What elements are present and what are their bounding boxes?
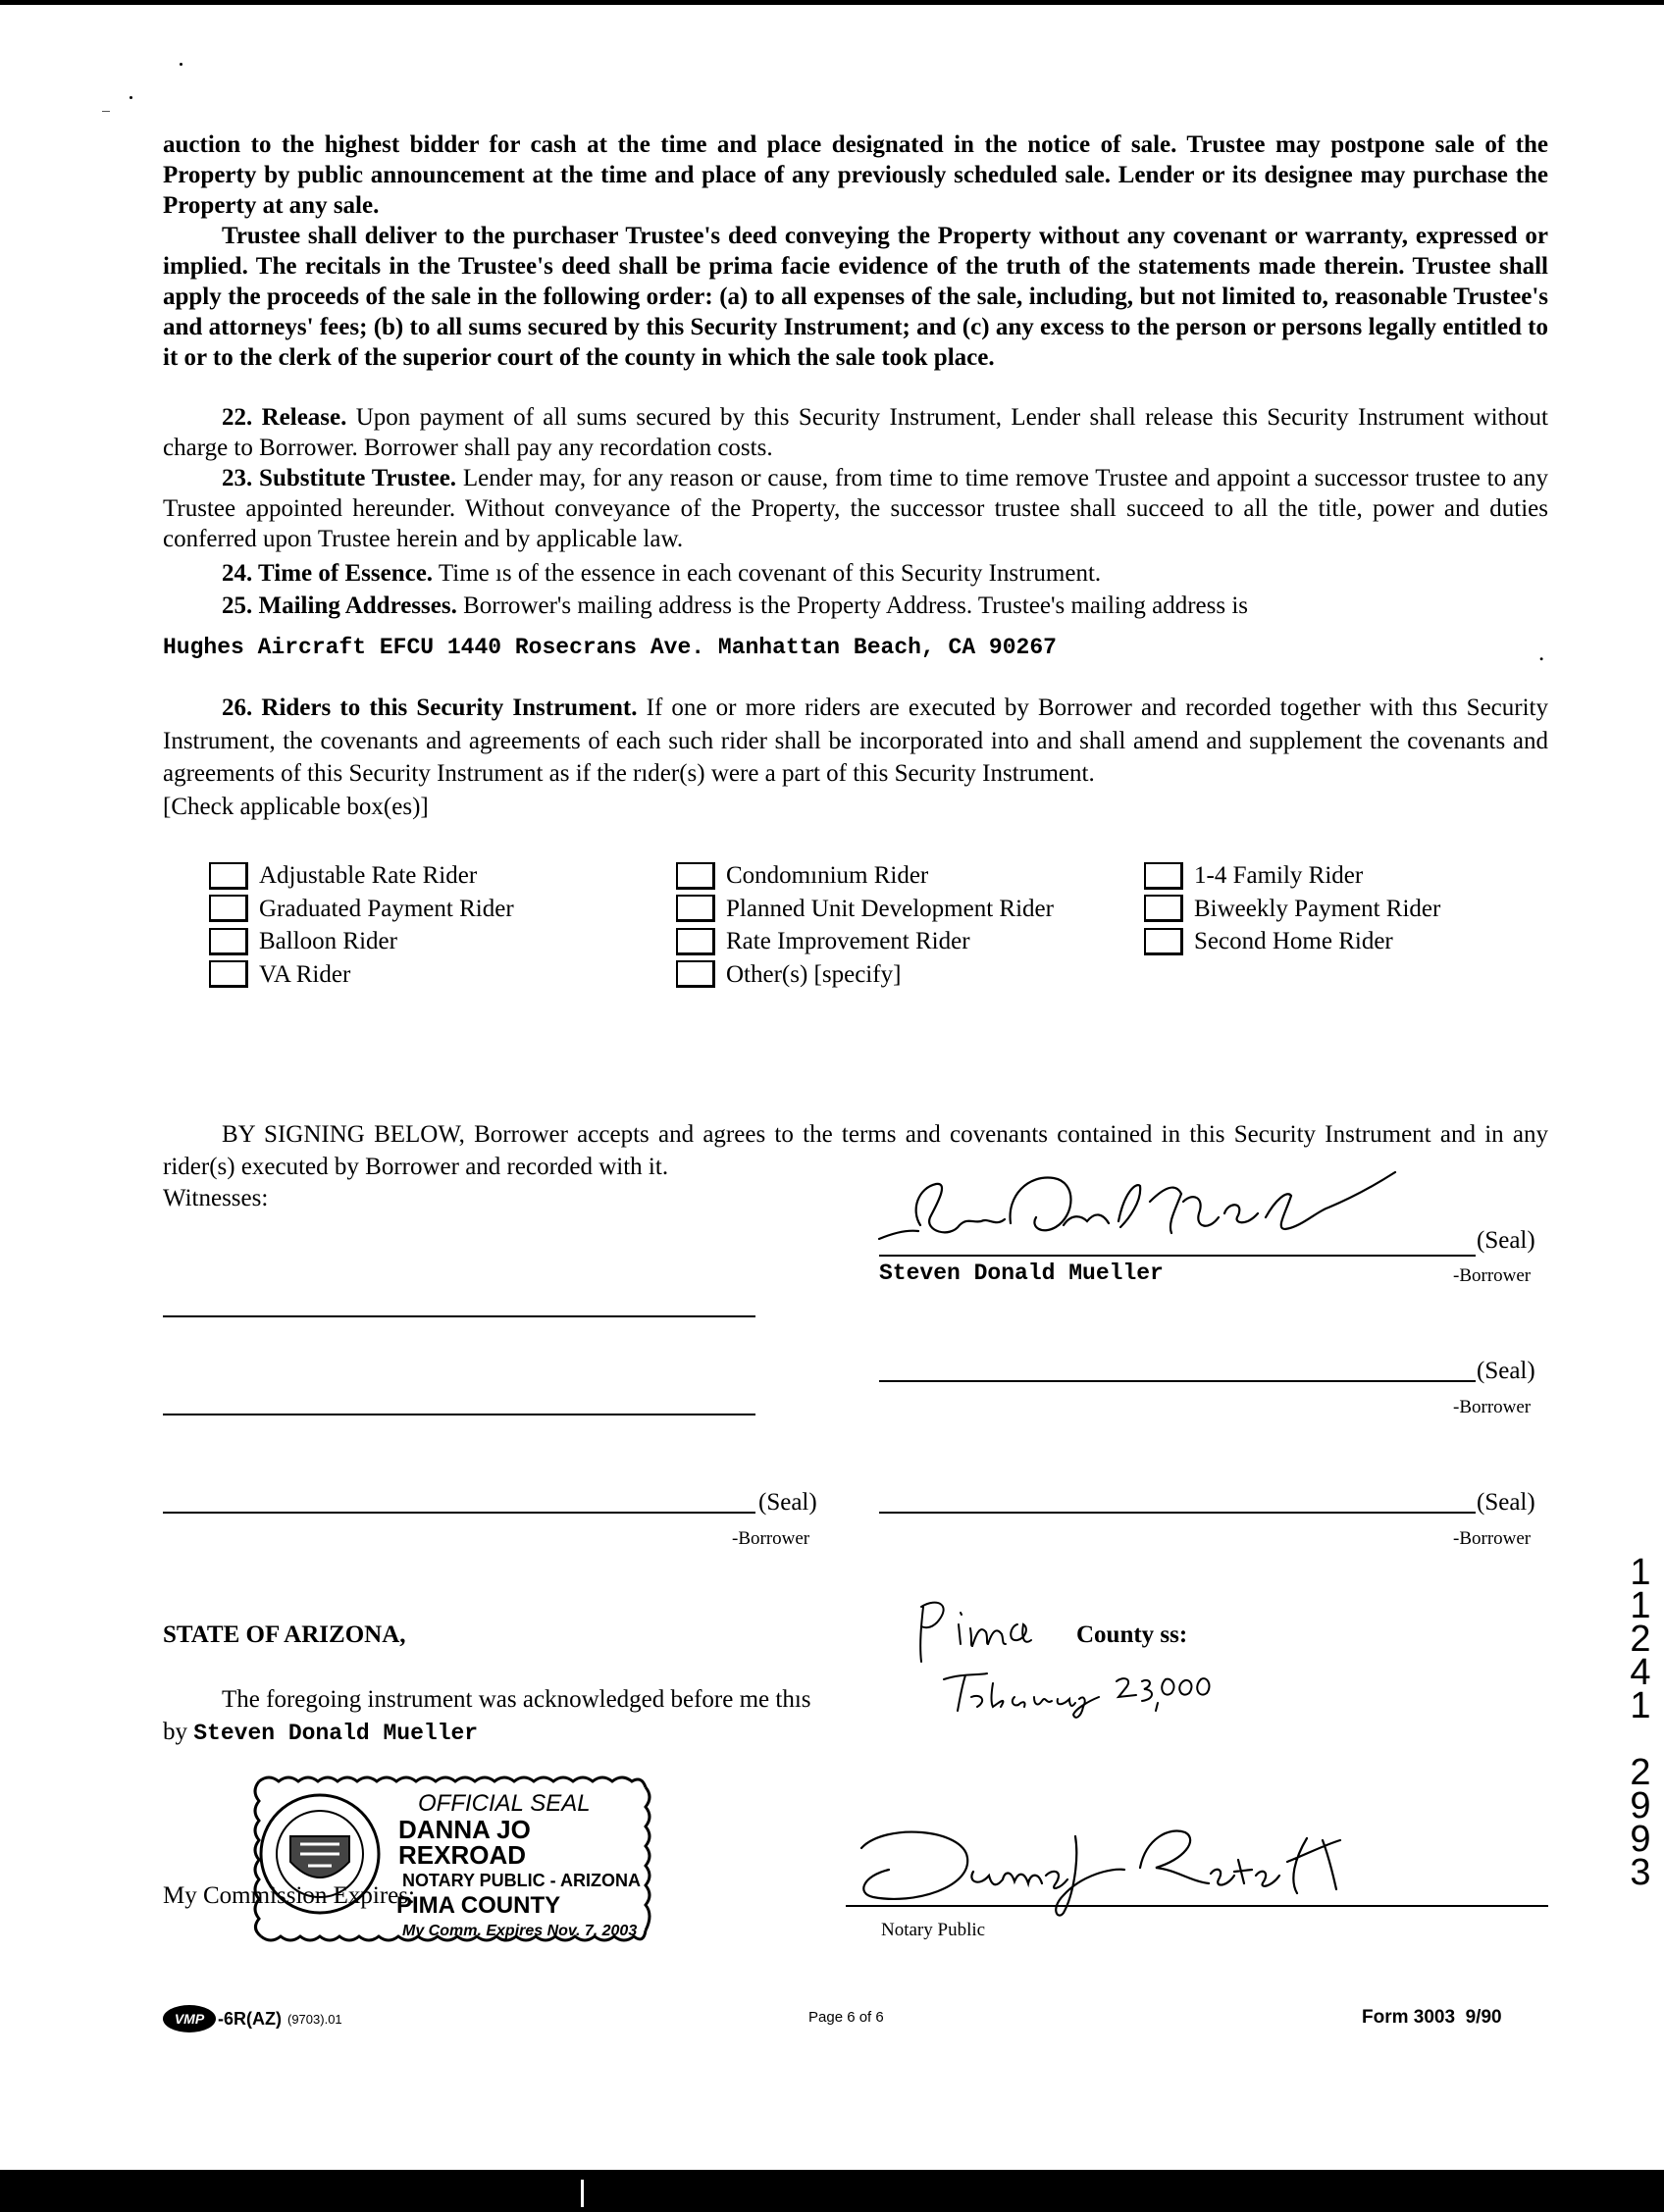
borrower-role: -Borrower [1453,1528,1532,1549]
checkbox[interactable] [676,928,715,955]
digit: 2 [1630,1752,1651,1793]
stamp-line: NOTARY PUBLIC - ARIZONA [402,1871,641,1890]
notary-signature-scribble [846,1811,1395,1919]
signing-statement: BY SIGNING BELOW, Borrower accepts and agrees to the terms and covenants contained in this Security Instrument and in any rider(s) executed by Borrower and recorded with it. [163,1121,1548,1180]
sections-22-25 [163,402,1548,621]
section-24-text: Time ıs of the essence in each covenant of this Security Instrument. [438,560,1102,587]
rider-balloon[interactable] [209,925,514,958]
checkbox[interactable] [1144,895,1183,922]
digit-gap [1621,1723,1660,1756]
witnesses-label: Witnesses: [163,1185,269,1211]
borrower-role: -Borrower [732,1528,810,1549]
stamp-line: My Comm. Expires Nov. 7, 2003 [402,1923,638,1939]
rider-label: 1-4 Family Rider [1194,862,1364,889]
digit: 1 [1630,1585,1651,1626]
checkbox[interactable] [209,928,248,955]
stamp-text [396,1790,642,1944]
borrower-signature-line[interactable] [879,1380,1476,1382]
checkbox[interactable] [209,960,248,988]
stamp-line: PIMA COUNTY [396,1892,561,1919]
county-handwritten-pima [908,1595,1094,1666]
borrower-signature-line[interactable] [163,1512,755,1514]
acknowledged-by-name: Steven Donald Mueller [193,1721,479,1746]
borrower-name: Steven Donald Mueller [879,1260,1164,1286]
rider-others[interactable] [676,958,1054,992]
seal-label: (Seal) [1477,1358,1535,1384]
sale-paragraphs [163,129,1548,373]
checkbox[interactable] [209,895,248,922]
rider-label: Balloon Rider [259,928,397,954]
section-22 [163,402,1548,463]
county-label: County ss: [1076,1621,1188,1648]
notary-signature-line [846,1905,1548,1907]
section-26-title: 26. Riders to this Security Instrument. [222,694,638,721]
section-26-paragraph [163,692,1548,791]
footer-form-code [163,2005,342,2032]
digit: 1 [1630,1552,1651,1593]
section-26 [163,692,1548,823]
rider-label: VA Rider [259,960,351,988]
rider-label: Other(s) [specify] [726,960,902,988]
stamp-line: DANNA JO REXROAD [398,1815,531,1870]
section-23-title: 23. Substitute Trustee. [222,465,457,491]
stamp-line: OFFICIAL SEAL [418,1790,591,1817]
checkbox[interactable] [676,960,715,988]
form-number: Form 3003 9/90 [1362,2007,1502,2028]
commission-expires-label: My Commission Expires: [163,1882,415,1909]
rider-va[interactable] [209,958,514,992]
scan-speck [130,96,132,99]
section-25-title: 25. Mailing Addresses. [222,592,457,619]
section-25 [163,591,1548,621]
rider-1-4-family[interactable] [1144,859,1440,893]
checkbox[interactable] [1144,862,1183,890]
witness-line-1[interactable] [163,1315,755,1317]
scan-mark [581,2180,584,2207]
section-25-text: Borrower's mailing address is the Property Address. Trustee's mailing address is [463,592,1248,619]
seal-label: (Seal) [1477,1227,1535,1254]
scan-bottom-border [0,2170,1664,2212]
rider-column-3 [1144,859,1440,958]
trustee-address: Hughes Aircraft EFCU 1440 Rosecrans Ave. Manhattan Beach, CA 90267 [163,635,1057,660]
state-of-arizona: STATE OF ARIZONA, [163,1621,406,1648]
form-code: -6R(AZ) [218,2008,282,2029]
rider-label: Condomınium Rider [726,862,929,889]
notary-public-label: Notary Public [881,1920,986,1940]
borrower-signature-line [879,1255,1476,1257]
borrower-signature-scribble [863,1162,1413,1256]
rider-label: Rate Improvement Rider [726,928,970,954]
section-24 [163,558,1548,589]
checkbox[interactable] [676,862,715,890]
check-applicable-label: [Check applicable box(es)] [163,793,429,820]
digit: 2 [1630,1619,1651,1660]
rider-label: Planned Unit Development Rider [726,895,1054,922]
rider-column-1 [209,859,514,991]
acknowledged-statement: The foregoing instrument was acknowledged before me thıs [222,1686,811,1713]
rider-rate-improvement[interactable] [676,925,1054,958]
checkbox[interactable] [676,895,715,922]
digit: 3 [1630,1852,1651,1893]
borrower-role: -Borrower [1453,1397,1532,1417]
section-22-text: Upon payment of all sums secured by this Security Instrument, Lender shall release this Security Instrument without charge to Borrower. Borrower shall pay any recordation costs. [163,404,1548,461]
rider-label: Adjustable Rate Rider [259,862,478,889]
rider-label: Second Home Rider [1194,928,1393,954]
scan-top-border [0,0,1664,5]
by-label: by [163,1719,187,1745]
digit: 9 [1630,1819,1651,1860]
vmp-logo-icon: VMP [163,2005,216,2032]
scan-speck [102,111,110,112]
borrower-role: -Borrower [1453,1265,1532,1286]
rider-second-home[interactable] [1144,925,1440,958]
recording-number [1621,1552,1660,1893]
rider-graduated-payment[interactable] [209,893,514,926]
section-26-text: If one or more riders are executed by Borrower and recorded together with thıs Security Instrument, the covenants and agreements of each such rider shall be incorporated into and shall amend and supplement the covenants and agreements of this Security Instrument as if the rıder(s) were a part of this Security Instrument. [163,694,1548,787]
digit: 4 [1630,1652,1651,1693]
checkbox[interactable] [209,862,248,890]
borrower-signature-line[interactable] [879,1512,1476,1514]
digit: 1 [1630,1685,1651,1726]
section-22-title: 22. Release. [222,404,347,431]
address-period: . [1538,640,1545,666]
paragraph-auction: auction to the highest bidder for cash at the time and place designated in the notice of sale. Trustee may postpone sale of the Property by public announcement at the time and place of any previously scheduled sale. Lender or its designee may purchase the Property at any sale. [163,131,1548,219]
rider-label: Graduated Payment Rider [259,895,514,922]
section-23-text: Lender may, for any reason or cause, from time to time remove Trustee and appoint a successor trustee to any Trustee appointed hereunder. Without conveyance of the Property, the successor trustee shall succeed to all the title, power and duties conferred upon Trustee herein and by applicable law. [163,465,1549,552]
page-number: Page 6 of 6 [808,2009,884,2026]
scan-speck [180,63,182,66]
rider-planned-unit[interactable] [676,893,1054,926]
date-handwritten [932,1658,1285,1726]
section-23 [163,463,1548,554]
notary-official-seal [249,1768,651,1950]
rider-adjustable-rate[interactable] [209,859,514,893]
witness-line-2[interactable] [163,1414,755,1415]
rider-column-2 [676,859,1054,991]
rider-biweekly-payment[interactable] [1144,893,1440,926]
checkbox[interactable] [1144,928,1183,955]
seal-label: (Seal) [758,1489,817,1516]
rider-label: Biweekly Payment Rider [1194,895,1441,922]
digit: 9 [1630,1785,1651,1826]
paragraph-trustee-deed: Trustee shall deliver to the purchaser Trustee's deed conveying the Property without any covenant or warranty, expressed or implied. The recitals in the Trustee's deed shall be prima facie evidence of the truth of the statements made therein. Trustee shall apply the proceeds of the sale in the following order: (a) to all expenses of the sale, including, but not limited to, reasonable Trustee's and attorneys' fees; (b) to all sums secured by this Security Instrument; and (c) any excess to the person or persons legally entitled to it or to the clerk of the superior court of the county in which the sale took place. [163,223,1548,371]
seal-label: (Seal) [1477,1489,1535,1516]
rider-condominium[interactable] [676,859,1054,893]
section-24-title: 24. Time of Essence. [222,560,434,587]
form-code-small: (9703).01 [287,2011,342,2027]
acknowledged-by [163,1719,478,1746]
